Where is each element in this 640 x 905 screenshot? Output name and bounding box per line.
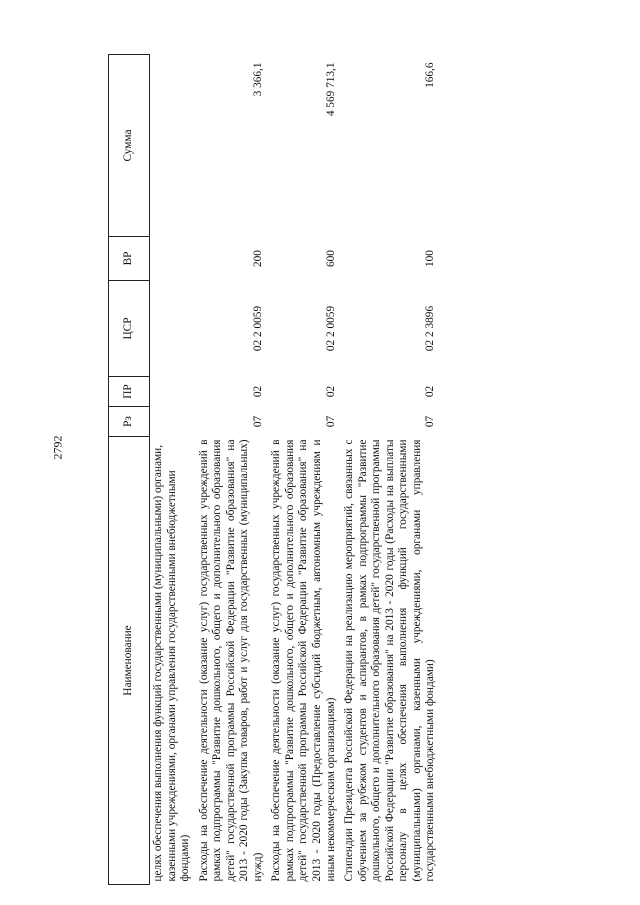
header-csr: ЦСР	[109, 281, 150, 377]
row-sum: 4 569 713,1	[324, 62, 337, 117]
row-csr: 02 2 0059	[251, 305, 264, 352]
table-row	[341, 55, 441, 885]
budget-table-page	[108, 55, 568, 885]
row-name: целях обеспечения выполнения функций государственными (муниципальными) органами, казенными учреждениями, органами управления государственными внебюджетными фондами)	[152, 444, 192, 882]
row-rz	[150, 407, 196, 437]
row-vr	[150, 237, 196, 281]
header-sum: Сумма	[109, 55, 150, 237]
row-vr: 100	[424, 250, 437, 267]
row-pr	[150, 377, 196, 407]
row-vr: 600	[324, 250, 337, 267]
header-name: Наименование	[109, 437, 150, 885]
table-header-row	[109, 55, 150, 885]
row-name: Расходы на обеспечение деятельности (оказание услуг) государственных учреждений в рамках подпрограммы "Развитие дошкольного, общего и дополнительного образования детей" государственной программы Российской Федерации "Развитие образования" на 2013 - 2020 годы (Закупка товаров, работ и услуг для государственных (муниципальных) нужд)	[197, 439, 264, 882]
row-csr	[150, 281, 196, 377]
row-rz: 07	[324, 415, 337, 428]
header-rz: Рз	[109, 407, 150, 437]
row-pr: 02	[424, 385, 437, 398]
table-row	[268, 55, 341, 885]
row-csr: 02 2 0059	[324, 305, 337, 352]
row-pr: 02	[251, 385, 264, 398]
page-number: 2792	[50, 435, 65, 460]
table-row	[150, 55, 196, 885]
row-csr: 02 2 3896	[424, 305, 437, 352]
header-vr: ВР	[109, 237, 150, 281]
row-name: Стипендии Президента Российской Федерации на реализацию мероприятий, связанных с обучением за рубежом студентов и аспирантов, в рамках подпрограммы "Развитие дошкольного, общего и дополнительного образования детей" государственной программы Российской Федерации "Развитие образования" на 2013 - 2020 годы (Расходы на выплаты персоналу в целях обеспечения выполнения функций государственными (муниципальными) органами, казенными учреждениями, органами управления государственными внебюджетными фондами)	[343, 439, 437, 882]
budget-table	[108, 54, 441, 885]
header-pr: ПР	[109, 377, 150, 407]
row-name: Расходы на обеспечение деятельности (оказание услуг) государственных учреждений в рамках подпрограммы "Развитие дошкольного, общего и дополнительного образования детей" государственной программы Российской Федерации "Развитие образования" на 2013 - 2020 годы (Предоставление субсидий бюджетным, автономным учреждениям и иным некоммерческим организациям)	[270, 439, 337, 882]
row-sum	[150, 55, 196, 237]
row-sum: 3 366,1	[251, 62, 264, 97]
row-rz: 07	[251, 415, 264, 428]
row-sum: 166,6	[424, 62, 437, 88]
row-rz: 07	[424, 415, 437, 428]
row-vr: 200	[251, 250, 264, 267]
row-pr: 02	[324, 385, 337, 398]
table-row	[196, 55, 269, 885]
